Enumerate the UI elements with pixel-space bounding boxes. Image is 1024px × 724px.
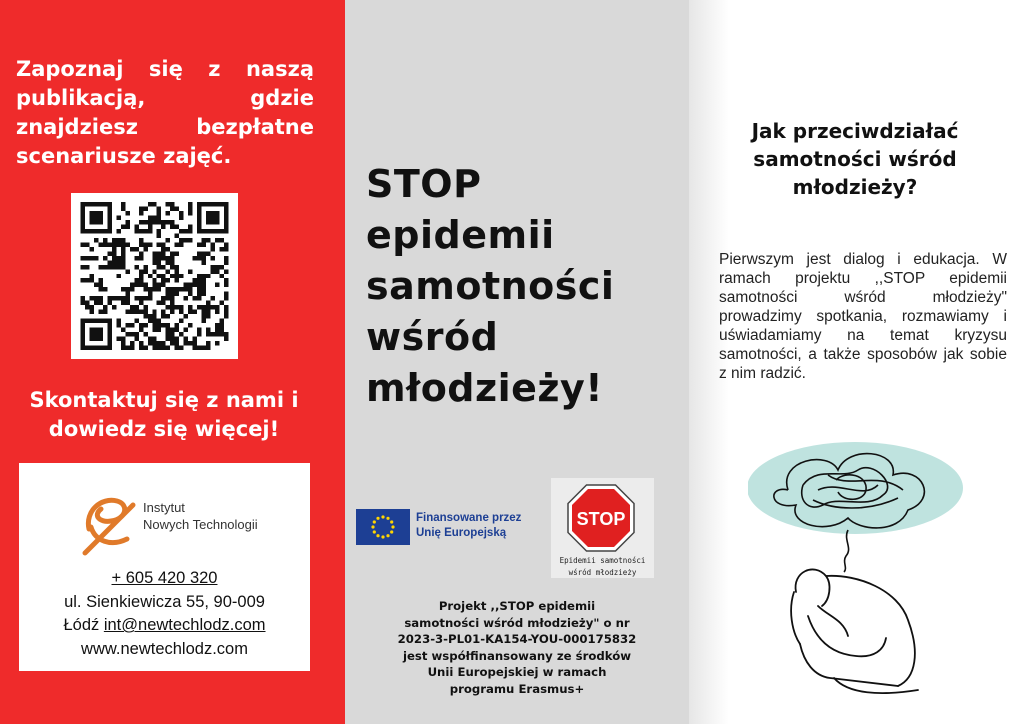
institute-name: Instytut Nowych Technologii (143, 500, 258, 532)
address: ul. Sienkiewicza 55, 90-009 (64, 592, 265, 611)
qr-code[interactable] (71, 193, 238, 359)
eu-funding-text: Finansowane przez Unię Europejską (416, 512, 522, 539)
eu-flag-icon (356, 509, 410, 545)
question-heading: Jak przeciwdziałać samotności wśród młodzieży? (751, 119, 959, 199)
phone-link[interactable]: + 605 420 320 (111, 569, 218, 587)
stop-sign-text: STOP (576, 509, 626, 529)
institute-logo-icon (71, 481, 151, 561)
contact-card (19, 463, 310, 671)
stop-sign-icon (566, 483, 636, 553)
website-link[interactable]: www.newtechlodz.com (81, 639, 248, 658)
qr-code-icon (80, 202, 229, 350)
lonely-person-illustration (748, 440, 968, 704)
project-info: Projekt ,,STOP epidemii samotności wśród młodzieży" o nr 2023-3-PL01-KA154-YOU-000175832 jest współfinansowany ze środków Unii Europejskiej w ramach programu Erasmus+ (397, 599, 637, 696)
email-link[interactable]: int@newtechlodz.com (103, 616, 266, 634)
publication-lead: Zapoznaj się z naszą publikacją, gdzie znajdziesz bezpłatne scenariusze zajęć. (16, 57, 314, 168)
campaign-title: STOP epidemii samotności wśród młodzieży! (366, 162, 615, 410)
stop-caption: Epidemii samotności wśród młodzieży (559, 556, 646, 577)
body-paragraph: Pierwszym jest dialog i edukacja. W ramach projektu ,,STOP epidemii samotności wśród młodzieży" prowadzimy spotkania, rozmawiamy i uświadamiamy na temat kryzysu samotności, a także sposobów jak sobie z nim radzić. (719, 251, 1007, 382)
contact-heading: Skontaktuj się z nami i dowiedz się więcej! (29, 388, 299, 441)
eu-funding-logo (356, 509, 529, 545)
city: Łódź (63, 616, 100, 634)
stop-logo (551, 478, 654, 578)
contact-details (19, 567, 310, 661)
